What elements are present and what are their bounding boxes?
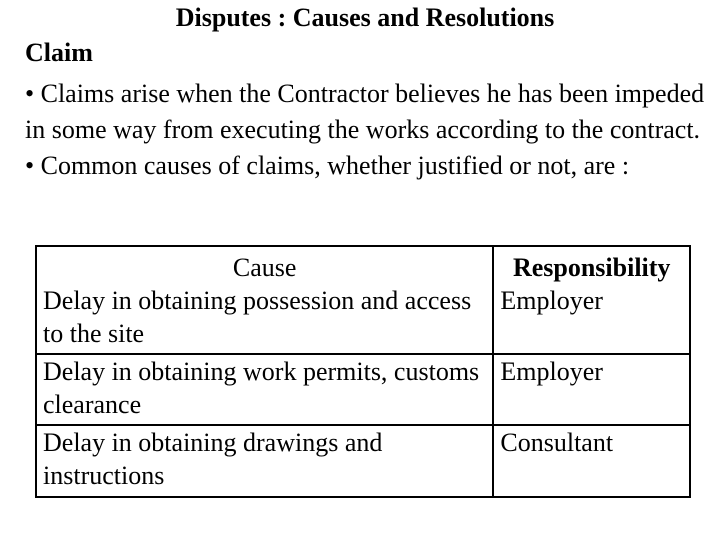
responsibility-cell: Employer: [493, 284, 690, 354]
bullet-list: [25, 76, 705, 184]
bullet-item: • Common causes of claims, whether justified or not, are :: [25, 151, 630, 180]
cause-cell: Delay in obtaining drawings and instructions: [36, 425, 493, 497]
cause-cell: Delay in obtaining possession and access to the site: [36, 284, 493, 354]
table-header-row: [36, 246, 690, 284]
table-row: [36, 425, 690, 497]
cause-cell: Delay in obtaining work permits, customs clearance: [36, 354, 493, 425]
responsibility-column-header: Responsibility: [493, 246, 690, 284]
bullet-item: • Claims arise when the Contractor believes he has been impeded in some way from executing the works according to the contract.: [25, 79, 705, 144]
table-row: [36, 284, 690, 354]
section-heading: Claim: [25, 38, 93, 67]
responsibility-cell: Employer: [493, 354, 690, 425]
causes-table: [35, 245, 691, 498]
slide-title: Disputes : Causes and Resolutions: [175, 3, 555, 32]
table-row: [36, 354, 690, 425]
cause-column-header: Cause: [36, 246, 493, 284]
responsibility-cell: Consultant: [493, 425, 690, 497]
